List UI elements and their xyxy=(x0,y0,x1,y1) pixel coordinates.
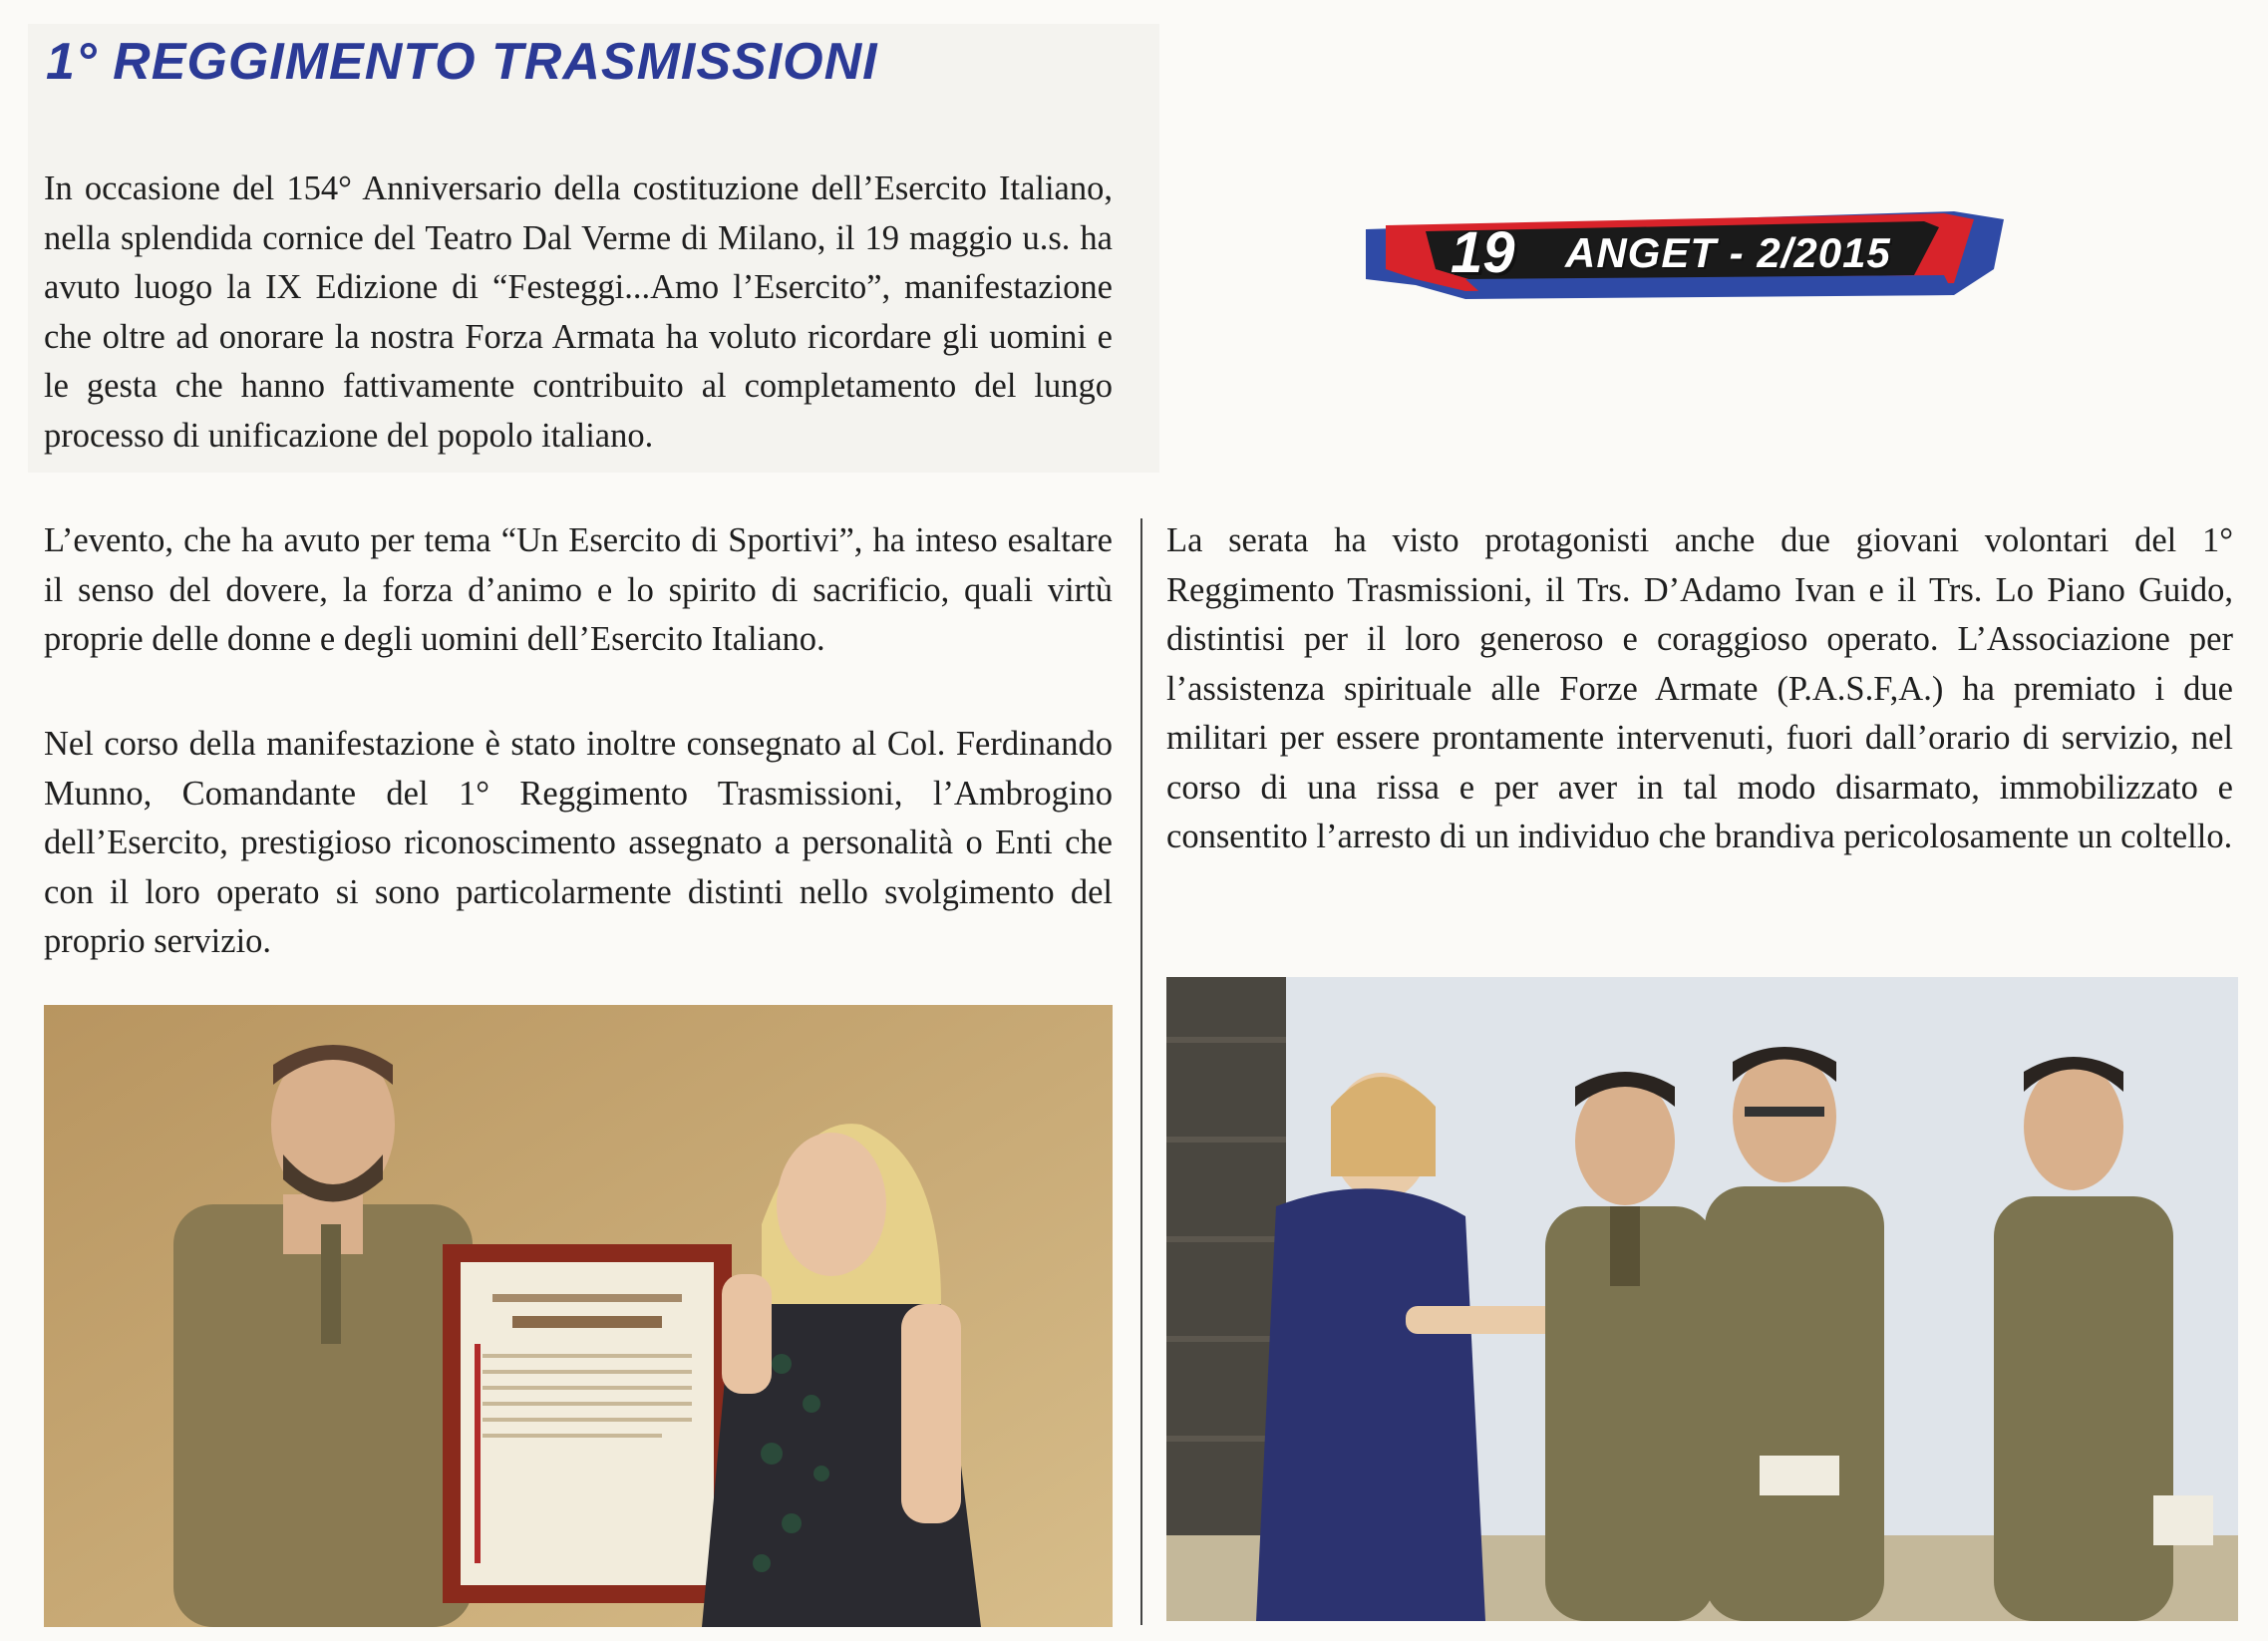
issue-badge xyxy=(1356,199,2014,319)
photo-volunteers-award-image xyxy=(1166,977,2238,1621)
issue-page-number: 19 xyxy=(1451,220,1515,285)
paragraph-volunteers: La serata ha visto protagonisti anche due giovani volontari del 1° Reggimento Trasmissioni, il Trs. D’Adamo Ivan e il Trs. Lo Piano Guido, distintisi per il loro generoso e coraggioso operato. L’Associazione per l’assistenza spirituale alle Forze Armate (P.A.S.F,A.) ha premiato i due militari per essere prontamente intervenuti, fuori dall’orario di servizio, nel corso di una rissa e per aver in tal modo disarmato, immobilizzato e consentito l’arresto di un individuo che brandiva pericolosamente un coltello. xyxy=(1166,521,2233,855)
paragraph-event-theme: L’evento, che ha avuto per tema “Un Esercito di Sportivi”, ha inteso esaltare il senso del dovere, la forza d’animo e lo spirito di sacrificio, quali virtù proprie delle donne e degli uomini dell’Esercito Italiano. xyxy=(44,521,1113,658)
photo-award-certificate-image xyxy=(44,1005,1113,1627)
article-title: 1° REGGIMENTO TRASMISSIONI xyxy=(46,33,878,91)
photo-volunteers-award xyxy=(1166,977,2238,1621)
column-divider xyxy=(1140,518,1142,1625)
paragraph-ambrogino: Nel corso della manifestazione è stato inoltre consegnato al Col. Ferdinando Munno, Comandante del 1° Reggimento Trasmissioni, l’Ambrogino dell’Esercito, prestigioso riconoscimento assegnato a personalità o Enti che con il loro operato si sono particolarmente distinti nello svolgimento del proprio servizio. xyxy=(44,725,1113,960)
issue-label: ANGET - 2/2015 xyxy=(1565,229,1891,276)
paragraph-intro: In occasione del 154° Anniversario della costituzione dell’Esercito Italiano, nella splendida cornice del Teatro Dal Verme di Milano, il 19 maggio u.s. ha avuto luogo la IX Edizione di “Festeggi...Amo l’Esercito”, manifestazione che oltre ad onorare la nostra Forza Armata ha voluto ricordare gli uomini e le gesta che hanno fattivamente contribuito al completamento del lungo processo di unificazione del popolo italiano. xyxy=(44,169,1113,455)
photo-award-certificate xyxy=(44,1005,1113,1627)
